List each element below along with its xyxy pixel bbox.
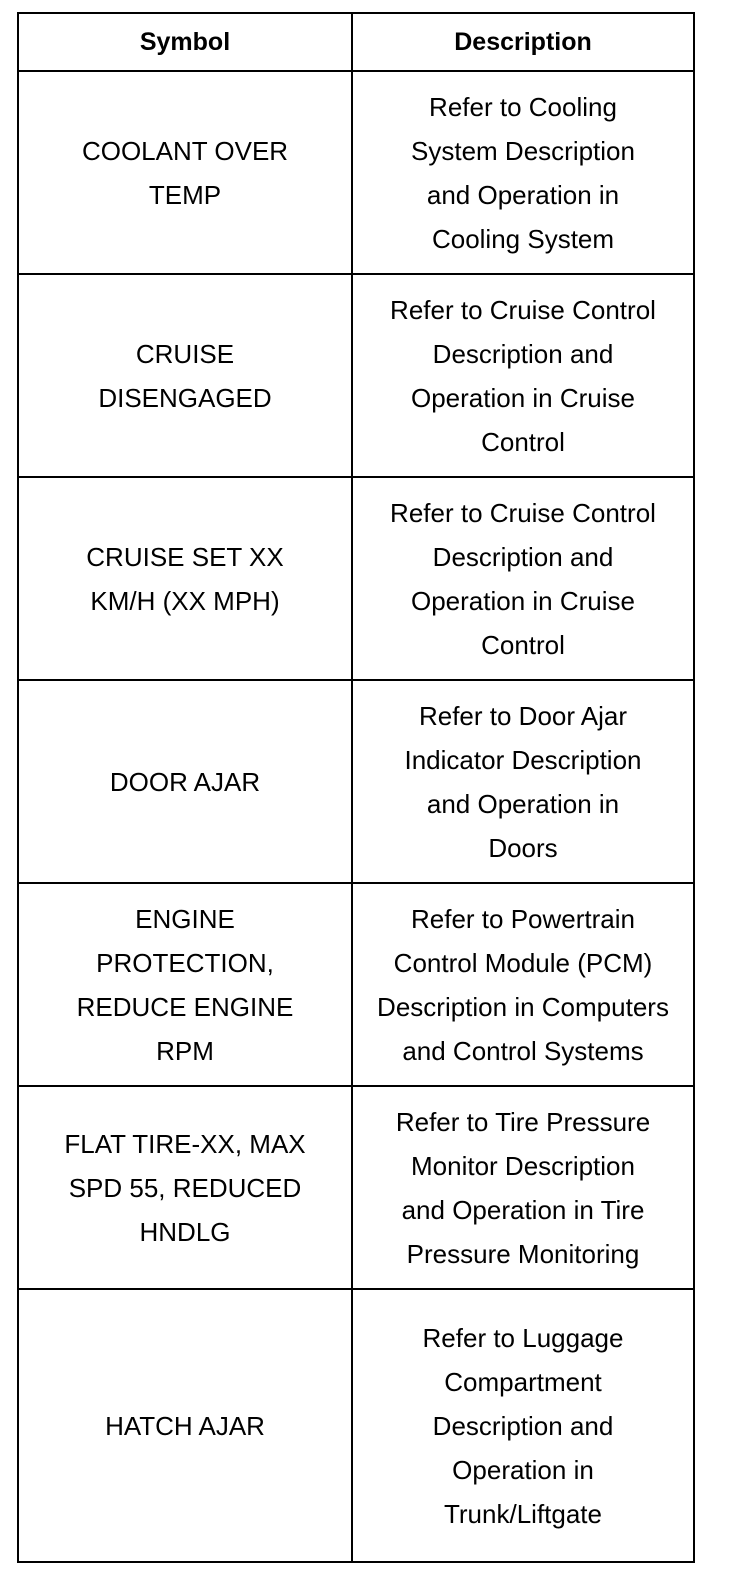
description-cell: Refer to Cruise Control Description and Operation in Cruise Control [352,274,694,477]
description-cell: Refer to Door Ajar Indicator Description and Operation in Doors [352,680,694,883]
description-cell: Refer to Powertrain Control Module (PCM) Description in Computers and Control Systems [352,883,694,1086]
symbol-cell: CRUISE DISENGAGED [18,274,352,477]
table-row [18,477,694,680]
table-row [18,883,694,1086]
table-row [18,71,694,274]
table-row [18,274,694,477]
symbol-description-table [17,12,695,1563]
description-cell: Refer to Cooling System Description and Operation in Cooling System [352,71,694,274]
symbol-cell: DOOR AJAR [18,680,352,883]
symbol-cell: COOLANT OVER TEMP [18,71,352,274]
header-row [18,13,694,71]
symbol-cell: HATCH AJAR [18,1289,352,1562]
description-cell: Refer to Luggage Compartment Description and Operation in Trunk/Liftgate [352,1289,694,1562]
table-row [18,680,694,883]
symbol-column-header: Symbol [18,13,352,71]
table-row [18,1289,694,1562]
symbol-cell: CRUISE SET XX KM/H (XX MPH) [18,477,352,680]
table-row [18,1086,694,1289]
description-cell: Refer to Cruise Control Description and Operation in Cruise Control [352,477,694,680]
symbol-cell: ENGINE PROTECTION, REDUCE ENGINE RPM [18,883,352,1086]
symbol-cell: FLAT TIRE-XX, MAX SPD 55, REDUCED HNDLG [18,1086,352,1289]
description-column-header: Description [352,13,694,71]
description-cell: Refer to Tire Pressure Monitor Description and Operation in Tire Pressure Monitoring [352,1086,694,1289]
